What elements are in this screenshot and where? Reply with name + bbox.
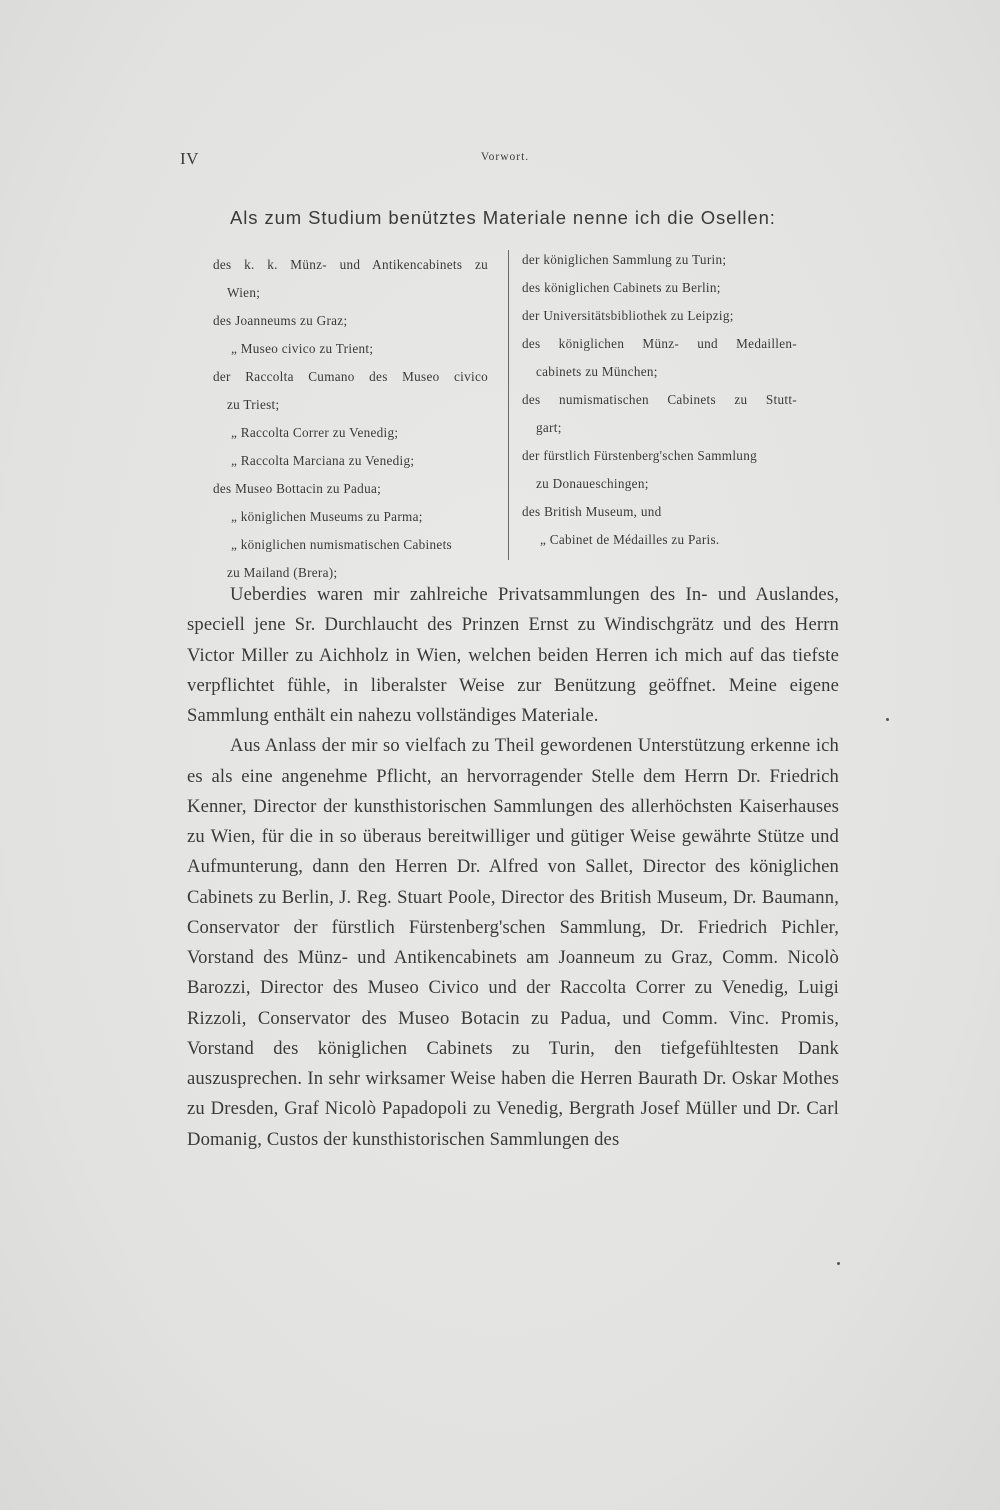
paragraph: Ueberdies waren mir zahlreiche Privatsammlungen des In- und Auslandes, speciell jene Sr. Durchlaucht des Prinzen Ernst zu Windischgrätz und des Herrn Victor Miller zu Aichholz in Wien, welchen beiden Herren ich mich auf das tiefste verpflichtet fühle, in liberalster Weise zur Benützung geöffnet. Meine eigene Sammlung enthält ein nahezu vollständiges Materiale. — [187, 584, 839, 726]
paragraph: Aus Anlass der mir so vielfach zu Theil gewordenen Unterstützung erkenne ich es als eine angenehme Pflicht, an hervorragender Stelle dem Herrn Dr. Friedrich Kenner, Director der kunsthistorischen Sammlungen des allerhöchsten Kaiserhauses zu Wien, für die in so überaus bereitwilliger und gütiger Weise gewährte Stütze und Aufmunterung, dann den Herren Dr. Alfred von Sallet, Director des königlichen Cabinets zu Berlin, J. Reg. Stuart Poole, Director des British Museum, Dr. Baumann, Conservator der fürstlich Fürstenberg'schen Sammlung, Dr. Friedrich Pichler, Vorstand des Münz- und Antikencabinets am Joanneum zu Graz, Comm. Nicolò Barozzi, Director des Museo Civico und der Raccolta Correr zu Venedig, Luigi Rizzoli, Conservator des Museo Botacin zu Padua, und Comm. Vinc. Promis, Vorstand des königlichen Cabinets zu Turin, den tiefgefühltesten Dank auszusprechen. In sehr wirksamer Weise haben die Herren Baurath Dr. Oskar Mothes zu Dresden, Graf Nicolò Papadopoli zu Venedig, Bergrath Josef Müller und Dr. Carl Domanig, Custos der kunsthistorischen Sammlungen des — [187, 735, 839, 1150]
list-item: gart; — [536, 420, 562, 435]
list-item: des k. k. Münz- und Antikencabinets zu — [213, 257, 488, 272]
ink-speck — [886, 718, 889, 721]
list-item: der fürstlich Fürstenberg'schen Sammlung — [522, 448, 757, 463]
list-item: des Joanneums zu Graz; — [213, 313, 348, 328]
list-item: cabinets zu München; — [536, 364, 658, 379]
list-item: der Raccolta Cumano des Museo civico — [213, 369, 488, 384]
page-number: IV — [180, 149, 199, 168]
sources-right-column — [522, 246, 807, 554]
list-item: des Museo Bottacin zu Padua; — [213, 481, 382, 496]
list-item: zu Mailand (Brera); — [227, 565, 338, 580]
column-divider — [508, 250, 509, 560]
body-text — [187, 580, 839, 1155]
list-item: der königlichen Sammlung zu Turin; — [522, 252, 727, 267]
sources-heading: Als zum Studium benütztes Materiale nenne ich die Osellen: — [230, 207, 776, 228]
list-item: „ Raccolta Marciana zu Venedig; — [231, 453, 415, 468]
list-item: zu Triest; — [227, 397, 280, 412]
list-item: des königlichen Münz- und Medaillen- — [522, 336, 797, 351]
list-item: der Universitätsbibliothek zu Leipzig; — [522, 308, 734, 323]
sources-left-column — [213, 251, 498, 587]
running-head: Vorwort. — [480, 151, 530, 163]
list-item: Wien; — [227, 285, 261, 300]
list-item: „ Cabinet de Médailles zu Paris. — [540, 532, 720, 547]
list-item: zu Donaueschingen; — [536, 476, 649, 491]
list-item: „ Museo civico zu Trient; — [231, 341, 374, 356]
list-item: des British Museum, und — [522, 504, 662, 519]
list-item: „ Raccolta Correr zu Venedig; — [231, 425, 399, 440]
list-item: „ königlichen numismatischen Cabinets — [231, 537, 452, 552]
list-item: des numismatischen Cabinets zu Stutt- — [522, 392, 797, 407]
ink-speck — [837, 1262, 840, 1265]
list-item: des königlichen Cabinets zu Berlin; — [522, 280, 721, 295]
list-item: „ königlichen Museums zu Parma; — [231, 509, 423, 524]
